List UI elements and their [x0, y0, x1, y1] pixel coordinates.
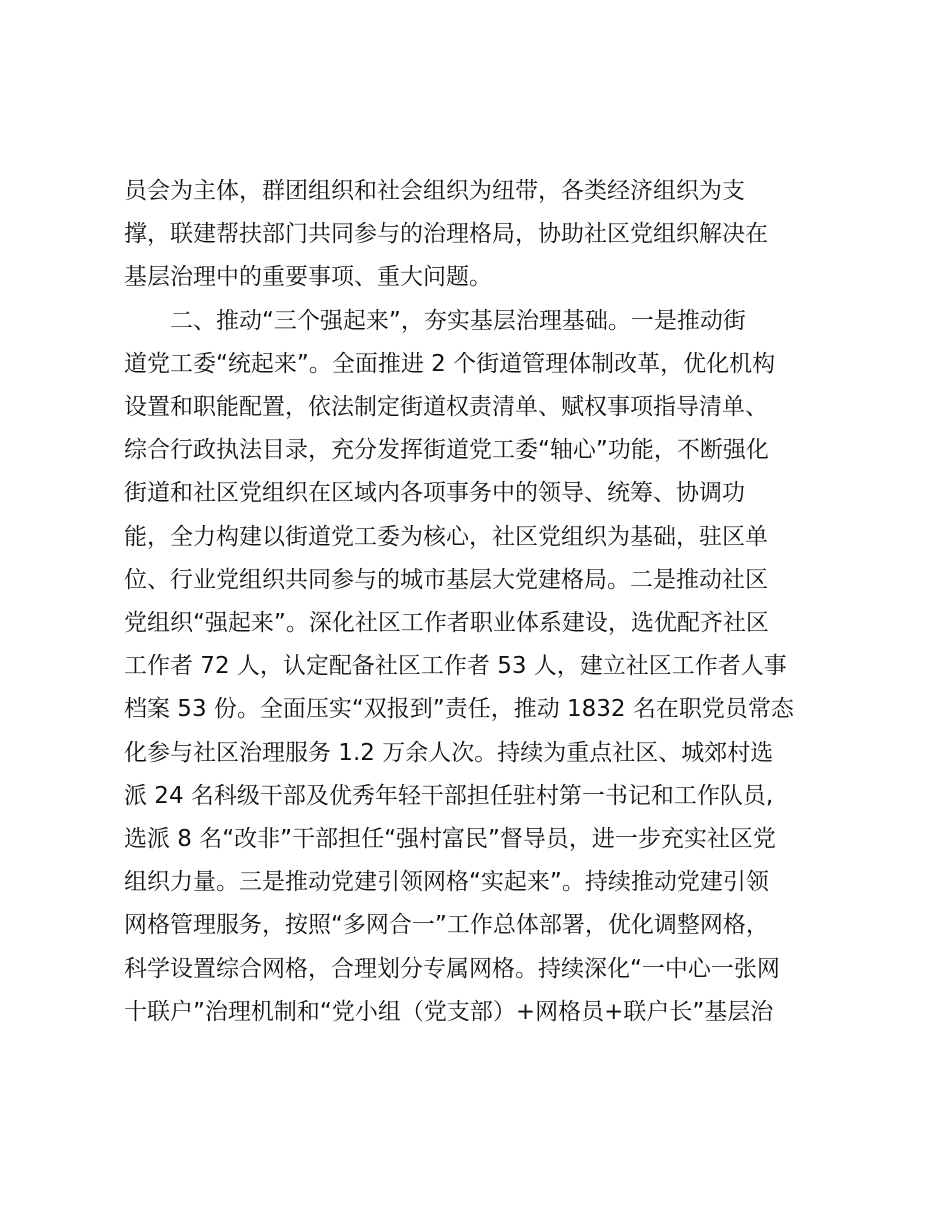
- text-line-15: 派 24 名科级干部及优秀年轻干部担任驻村第一书记和工作队员,: [124, 782, 774, 809]
- text-line-5: 道党工委“统起来”。全面推进 2 个街道管理体制改革，优化机构: [124, 350, 776, 377]
- text-line-3: 基层治理中的重要事项、重大问题。: [124, 264, 492, 291]
- text-line-1: 员会为主体，群团组织和社会组织为纽带，各类经济组织为支: [124, 178, 745, 204]
- text-line-4: 二、推动“三个强起来”，夯实基层治理基础。一是推动街: [124, 307, 746, 334]
- text-line-9: 能，全力构建以街道党工委为核心，社区党组织为基础，驻区单: [124, 523, 768, 550]
- text-line-12: 工作者 72 人，认定配备社区工作者 53 人，建立社区工作者人事: [124, 653, 787, 680]
- text-line-19: 科学设置综合网格，合理划分专属网格。持续深化“一中心一张网: [124, 955, 780, 982]
- text-line-14: 化参与社区治理服务 1.2 万余人次。持续为重点社区、城郊村选: [124, 739, 774, 766]
- text-line-16: 选派 8 名“改非”干部担任“强村富民”督导员，进一步充实社区党: [124, 826, 776, 853]
- text-line-20: 十联户”治理机制和“党小组（党支部）+网格员+联户长”基层治: [124, 998, 774, 1025]
- text-line-2: 撑，联建帮扶部门共同参与的治理格局，协助社区党组织解决在: [124, 221, 768, 248]
- text-line-17: 组织力量。三是推动党建引领网格“实起来”。持续推动党建引领: [124, 869, 769, 896]
- text-line-13: 档案 53 份。全面压实“双报到”责任，推动 1832 名在职党员常态: [124, 696, 794, 723]
- body-text: [124, 170, 844, 1034]
- text-line-6: 设置和职能配置，依法制定街道权责清单、赋权事项指导清单、: [124, 394, 768, 421]
- text-line-11: 党组织“强起来”。深化社区工作者职业体系建设，选优配齐社区: [124, 610, 769, 637]
- text-line-7: 综合行政执法目录，充分发挥街道党工委“轴心”功能，不断强化: [124, 437, 769, 464]
- text-line-10: 位、行业党组织共同参与的城市基层大党建格局。二是推动社区: [124, 566, 768, 593]
- text-line-8: 街道和社区党组织在区域内各项事务中的领导、统筹、协调功: [124, 480, 745, 507]
- text-line-18: 网格管理服务，按照“多网合一”工作总体部署，优化调整网格，: [124, 912, 769, 939]
